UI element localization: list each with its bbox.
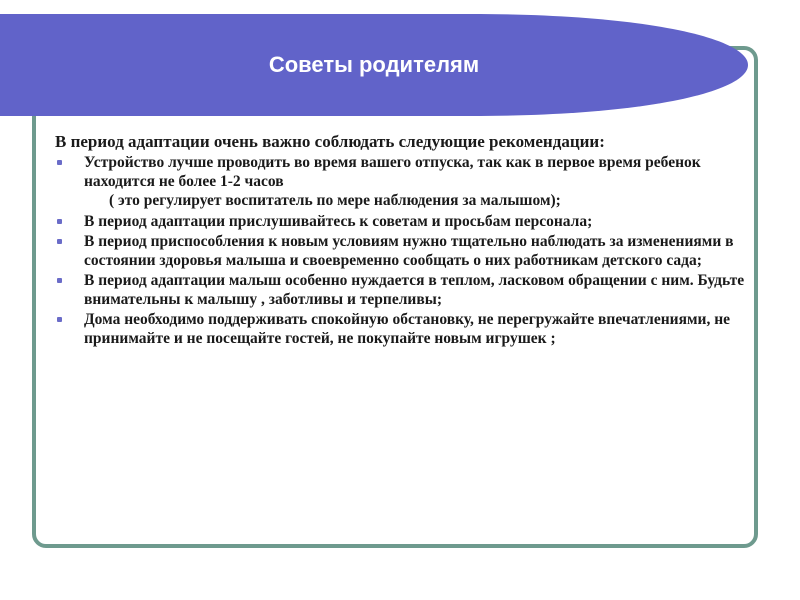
list-item-text: В период адаптации прислушивайтесь к советам и просьбам персонала; bbox=[84, 212, 593, 230]
list-item bbox=[55, 213, 745, 232]
list-item bbox=[55, 154, 745, 211]
bullet-icon bbox=[57, 160, 62, 165]
list-item-text: Дома необходимо поддерживать спокойную обстановку, не перегружайте впечатлениями, не принимайте и не посещайте гостей, не покупайте новым игрушек ; bbox=[84, 311, 731, 347]
list-item bbox=[55, 272, 745, 309]
list-item bbox=[55, 311, 745, 348]
bullet-icon bbox=[57, 317, 62, 322]
bullet-icon bbox=[57, 239, 62, 244]
slide-content bbox=[55, 131, 745, 350]
list-item-text: В период приспособления к новым условиям нужно тщательно наблюдать за изменениями в состоянии здоровья малыша и своевременно сообщать о них работникам детского сада; bbox=[84, 233, 734, 269]
list-item-note: ( это регулирует воспитатель по мере наблюдения за малышом); bbox=[109, 192, 561, 209]
list-item-text: Устройство лучше проводить во время вашего отпуска, так как в первое время ребенок находится не более 1-2 часов bbox=[84, 154, 701, 190]
bullet-icon bbox=[57, 278, 62, 283]
intro-text: В период адаптации очень важно соблюдать следующие рекомендации: bbox=[55, 132, 605, 151]
list-item bbox=[55, 233, 745, 270]
bullet-icon bbox=[57, 219, 62, 224]
list-item-text: В период адаптации малыш особенно нуждается в теплом, ласковом обращении с ним. Будьте внимательны к малышу , заботливы и терпеливы; bbox=[84, 272, 745, 308]
slide-title: Советы родителям bbox=[268, 52, 480, 77]
recommendation-list bbox=[55, 154, 745, 348]
